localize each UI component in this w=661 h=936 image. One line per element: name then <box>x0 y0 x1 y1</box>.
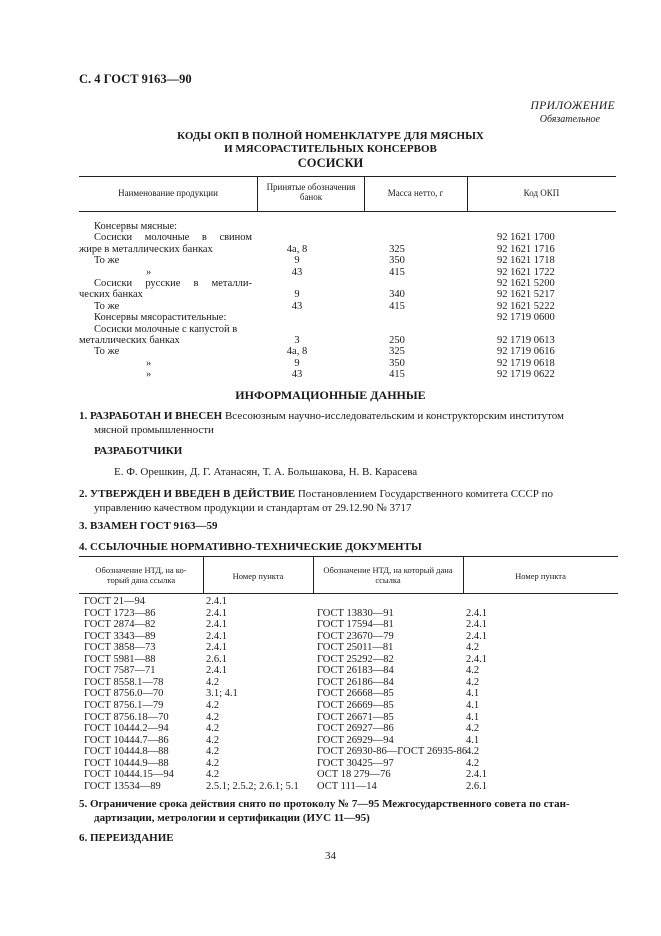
table2-left-doc: ГОСТ 8756.1—79 <box>84 699 164 711</box>
appendix-title: ПРИЛОЖЕНИЕ <box>530 100 615 112</box>
table1-cell-name: » <box>146 357 152 369</box>
table2-left-item: 4.2 <box>206 699 220 711</box>
section-2 <box>79 487 619 501</box>
table1-cell-name: То же <box>94 300 120 312</box>
table1-cell-mass: 340 <box>389 289 405 301</box>
table1-cell-name: » <box>146 266 152 278</box>
table2-left-doc: ГОСТ 10444.9—88 <box>84 757 169 769</box>
table1-cell-mass: 325 <box>389 243 405 255</box>
table1-cell-code: 92 1621 5217 <box>497 289 555 301</box>
table2-right-doc: ГОСТ 17594—81 <box>317 619 394 631</box>
table1-cell-code: 92 1621 1716 <box>497 243 555 255</box>
table2-right-item: 4.1 <box>466 688 480 700</box>
table1-cell-name: То же <box>94 255 120 267</box>
table1-cell-name: Сосиски молочные с капустой в <box>94 323 238 335</box>
table2-right-item: 4.2 <box>466 665 480 677</box>
col-header-doc-left-line-2: торый дана ссылка <box>106 575 176 585</box>
table1-cell-name: жире в металлических банках <box>79 243 213 255</box>
table2-left-item: 2.6.1 <box>206 653 227 665</box>
table2-right-doc: ГОСТ 30425—97 <box>317 757 394 769</box>
table2-left-doc: ГОСТ 7587—71 <box>84 665 156 677</box>
table2-left-doc: ГОСТ 10444.15—94 <box>84 769 174 781</box>
table2-left-item: 4.2 <box>206 734 220 746</box>
table2-right-item: 4.2 <box>466 723 480 735</box>
table2-left-item: 2.4.1 <box>206 642 227 654</box>
col-header-item-left: Номер пункта <box>232 571 284 581</box>
table2-right-doc: ГОСТ 26930-86—ГОСТ 26935-86 <box>317 746 468 758</box>
table1-cell-designation: 4а, 8 <box>286 346 308 358</box>
appendix-subtitle: Обязательное <box>539 114 600 125</box>
section-2-cont <box>94 501 634 515</box>
table2-left-item: 2.4.1 <box>206 665 227 677</box>
col-header-doc-left <box>79 565 203 585</box>
table-rule-header <box>79 593 618 594</box>
table2-left-doc: ГОСТ 8756.0—70 <box>84 688 164 700</box>
table2-left-item: 4.2 <box>206 676 220 688</box>
table1-cell-name: металлических банках <box>79 335 180 346</box>
table2-left-doc: ГОСТ 3858—73 <box>84 642 156 654</box>
table1-cell-name: ческих банках <box>79 289 143 301</box>
col-header-mass: Масса нетто, г <box>387 188 444 198</box>
table1-cell-designation: 43 <box>291 266 303 278</box>
developers-names <box>114 465 654 479</box>
table1-cell-mass: 325 <box>389 346 405 358</box>
col-header-doc-right-line-1: Обозначение НТД, на который дана <box>323 565 453 575</box>
section-2-text-cont: управлению качеством продукции и стандартам от 29.12.90 № 3717 <box>94 502 412 514</box>
table2-right-item: 4.2 <box>466 757 480 769</box>
table2-left-item: 4.2 <box>206 746 220 758</box>
table2-left-doc: ГОСТ 5981—88 <box>84 653 156 665</box>
table1-cell-name: Сосиски молочные в свином <box>94 232 252 244</box>
section-5: 5. Ограничение срока действия снято по протоколу № 7—95 Межгосударственного совета по стан- <box>79 798 570 810</box>
table2-right-item: 2.4.1 <box>466 630 487 642</box>
table2-left-item: 4.2 <box>206 769 220 781</box>
table2-right-doc: ГОСТ 25011—81 <box>317 642 394 654</box>
table1-cell-name: Консервы мясорастительные: <box>94 312 227 324</box>
table2-right-doc: ГОСТ 13830—91 <box>317 607 394 619</box>
table1-cell-mass: 415 <box>389 266 405 278</box>
table2-left-item: 4.2 <box>206 711 220 723</box>
table2-right-item: 2.4.1 <box>466 653 487 665</box>
table-col-divider <box>257 176 258 211</box>
table2-right-item: 2.6.1 <box>466 780 487 792</box>
table2-left-doc: ГОСТ 1723—86 <box>84 607 156 619</box>
section-1-label: 1. РАЗРАБОТАН И ВНЕСЕН <box>79 410 223 422</box>
table-rule-header <box>79 211 616 212</box>
table2-right-item: 4.2 <box>466 746 480 758</box>
section-1-text: Всесоюзным научно-исследовательским и конструкторским институтом <box>224 410 564 422</box>
table1-cell-mass: 350 <box>389 357 405 369</box>
col-header-item-right: Номер пункта <box>515 571 566 581</box>
table1-cell-code: 92 1621 1700 <box>497 232 555 244</box>
table2-left-item: 2.5.1; 2.5.2; 2.6.1; 5.1 <box>206 780 299 792</box>
table2-right-item: 2.4.1 <box>466 607 487 619</box>
table2-left-doc: ГОСТ 3343—89 <box>84 630 156 642</box>
col-header-doc-right-line-2: ссылка <box>375 575 401 585</box>
table2-right-doc: ГОСТ 26668—85 <box>317 688 394 700</box>
table1-cell-designation: 3 <box>294 335 300 346</box>
info-heading: ИНФОРМАЦИОННЫЕ ДАННЫЕ <box>235 388 426 402</box>
table2-right-item: 4.2 <box>466 642 480 654</box>
col-header-name: Наименование продукции <box>118 188 218 198</box>
table1-cell-mass: 350 <box>389 255 405 267</box>
table1-cell-name: Консервы мясные: <box>94 221 178 232</box>
running-header: С. 4 ГОСТ 9163—90 <box>79 72 192 86</box>
table1-cell-designation: 4а, 8 <box>286 243 308 255</box>
table2-right-item: 4.1 <box>466 734 480 746</box>
table2-left-doc: ГОСТ 21—94 <box>84 596 146 607</box>
appendix-heading-line-1: КОДЫ ОКП В ПОЛНОЙ НОМЕНКЛАТУРЕ ДЛЯ МЯСНЫХ <box>177 130 484 142</box>
table2-right-item: 2.4.1 <box>466 619 487 631</box>
table2-left-doc: ГОСТ 8558.1—78 <box>84 676 164 688</box>
section-1 <box>79 409 619 423</box>
section-1-cont <box>94 423 634 437</box>
table2-right-item: 2.4.1 <box>466 769 487 781</box>
section-3: 3. ВЗАМЕН ГОСТ 9163—59 <box>79 520 218 532</box>
table1-cell-code: 92 1621 5222 <box>497 300 555 312</box>
table2-right-doc: ГОСТ 26929—94 <box>317 734 394 746</box>
table2-right-doc: ОСТ 111—14 <box>317 780 377 792</box>
table2-right-doc: ГОСТ 26183—84 <box>317 665 394 677</box>
appendix-heading-line-2: И МЯСОРАСТИТЕЛЬНЫХ КОНСЕРВОВ <box>224 143 437 155</box>
table2-left-item: 3.1; 4.1 <box>206 688 238 700</box>
table2-left-doc: ГОСТ 10444.8—88 <box>84 746 169 758</box>
table2-right-item: 4.1 <box>466 699 480 711</box>
table1-cell-code: 92 1719 0618 <box>497 357 555 369</box>
table2-left-item: 2.4.1 <box>206 607 227 619</box>
developers-list: Е. Ф. Орешкин, Д. Г. Атанасян, Т. А. Большакова, Н. В. Карасева <box>114 466 418 478</box>
col-header-code: Код ОКП <box>523 188 560 198</box>
section-6: 6. ПЕРЕИЗДАНИЕ <box>79 832 174 844</box>
table2-left-doc: ГОСТ 8756.18—70 <box>84 711 169 723</box>
table2-left-doc: ГОСТ 10444.2—94 <box>84 723 169 735</box>
table2-left-doc: ГОСТ 13534—89 <box>84 780 161 792</box>
table1-cell-name: То же <box>94 346 120 358</box>
table1-cell-code: 92 1719 0622 <box>497 369 555 381</box>
col-header-doc-right <box>313 565 463 585</box>
table1-cell-mass: 250 <box>389 335 405 346</box>
table2-right-item: 4.2 <box>466 676 480 688</box>
table2-left-item: 2.4.1 <box>206 630 227 642</box>
table2-right-doc: ГОСТ 23670—79 <box>317 630 394 642</box>
table1-cell-designation: 9 <box>294 289 300 301</box>
table2-left-item: 2.4.1 <box>206 596 227 607</box>
table2-right-doc: ГОСТ 25292—82 <box>317 653 394 665</box>
table1-cell-code: 92 1719 0613 <box>497 335 555 346</box>
table2-right-item: 4.1 <box>466 711 480 723</box>
table2-left-item: 4.2 <box>206 723 220 735</box>
section-4: 4. ССЫЛОЧНЫЕ НОРМАТИВНО-ТЕХНИЧЕСКИЕ ДОКУМЕНТЫ <box>79 541 422 553</box>
page-number: 34 <box>325 850 336 862</box>
table1-cell-code: 92 1719 0616 <box>497 346 555 358</box>
table2-right-doc: ГОСТ 26671—85 <box>317 711 394 723</box>
table1-cell-mass: 415 <box>389 300 405 312</box>
table1-cell-designation: 9 <box>294 357 300 369</box>
table1-cell-designation: 43 <box>291 300 303 312</box>
table2-right-doc: ОСТ 18 279—76 <box>317 769 391 781</box>
table1-cell-name: » <box>146 369 152 381</box>
table2-left-item: 4.2 <box>206 757 220 769</box>
section-1-text-cont: мясной промышленности <box>94 424 214 436</box>
table1-cell-designation: 43 <box>291 369 303 381</box>
table2-left-doc: ГОСТ 2874—82 <box>84 619 156 631</box>
table1-cell-code: 92 1719 0600 <box>497 312 555 324</box>
section-5-cont: дартизации, метрологии и сертификации (ИУС 11—95) <box>94 812 370 824</box>
table2-right-doc: ГОСТ 26927—86 <box>317 723 394 735</box>
section-2-text: Постановлением Государственного комитета СССР по <box>297 488 554 500</box>
table-rule-top <box>79 556 618 557</box>
col-header-doc-left-line-1: Обозначение НТД, на ко- <box>95 565 187 575</box>
referenced-documents-table <box>79 556 618 796</box>
table1-cell-code: 92 1621 1722 <box>497 266 555 278</box>
table1-cell-designation: 9 <box>294 255 300 267</box>
table1-cell-code: 92 1621 1718 <box>497 255 555 267</box>
table-rule-top <box>79 176 616 177</box>
table2-left-item: 2.4.1 <box>206 619 227 631</box>
appendix-heading-line-3: СОСИСКИ <box>297 156 364 170</box>
table1-cell-mass: 415 <box>389 369 405 381</box>
table1-cell-name: Сосиски русские в металли- <box>94 278 252 289</box>
table2-right-doc: ГОСТ 26669—85 <box>317 699 394 711</box>
table1-cell-code: 92 1621 5200 <box>497 278 555 289</box>
table2-right-doc: ГОСТ 26186—84 <box>317 676 394 688</box>
developers-label: РАЗРАБОТЧИКИ <box>94 445 183 457</box>
table2-left-doc: ГОСТ 10444.7—86 <box>84 734 169 746</box>
section-2-label: 2. УТВЕРЖДЕН И ВВЕДЕН В ДЕЙСТВИЕ <box>79 488 296 500</box>
col-header-designation: Принятые обозначения банок <box>266 182 356 202</box>
